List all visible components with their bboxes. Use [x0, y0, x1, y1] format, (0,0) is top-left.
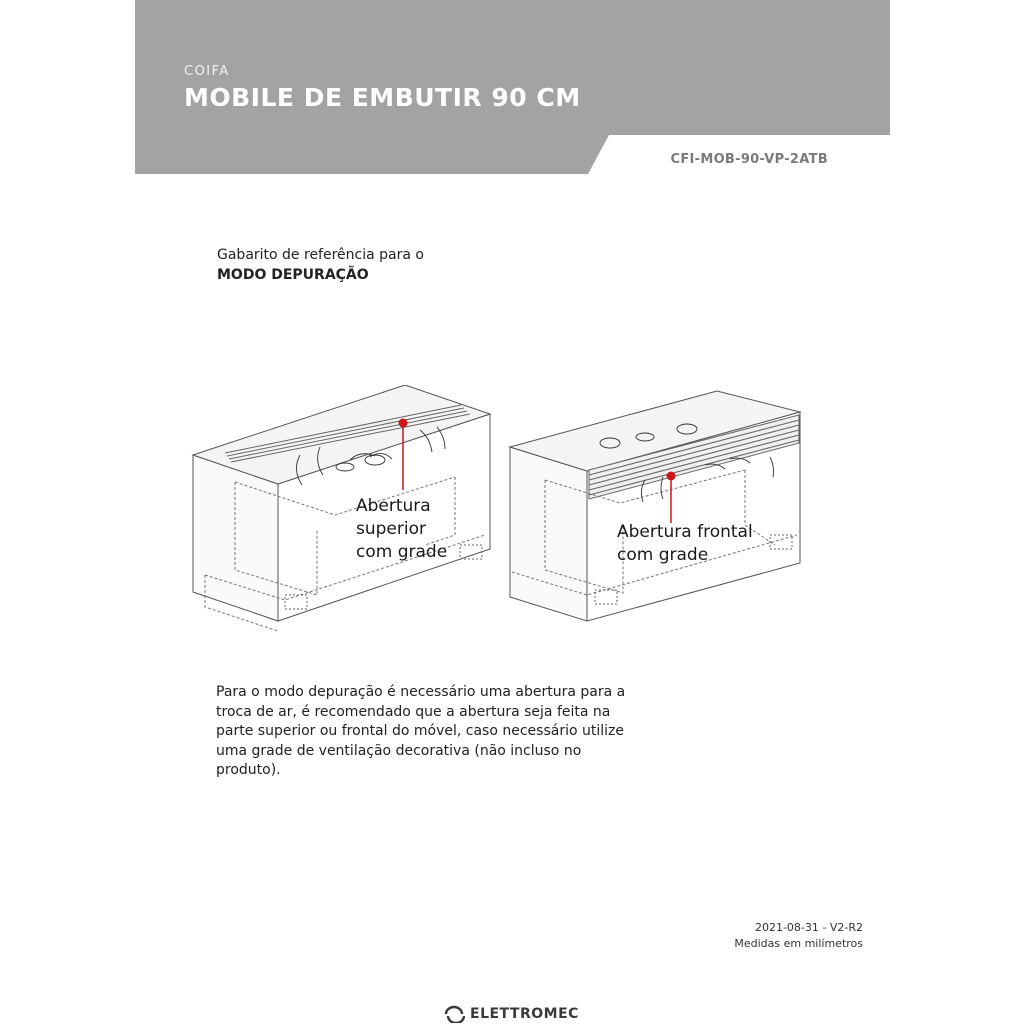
intro-mode-title: MODO DEPURAÇÃO — [217, 267, 369, 283]
product-title: MOBILE DE EMBUTIR 90 CM — [184, 83, 581, 112]
label-line: com grade — [617, 545, 709, 565]
product-category: COIFA — [184, 64, 230, 79]
top-opening-marker-dot — [399, 419, 408, 428]
label-line: com grade — [356, 542, 448, 562]
front-opening-marker-dot — [667, 472, 676, 481]
top-opening-label — [356, 495, 447, 564]
front-opening-label — [617, 521, 753, 567]
installation-diagrams — [185, 385, 825, 635]
brand-logo — [443, 1004, 579, 1024]
label-line: Abertura frontal — [617, 522, 753, 542]
intro-line: Gabarito de referência para o — [217, 247, 424, 263]
description-paragraph: Para o modo depuração é necessário uma abertura para a troca de ar, é recomendado que a abertura seja feita na parte superior ou frontal do móvel, caso necessário utilize uma grade de ventilação decorativa (não incluso no produto). — [216, 684, 626, 778]
header-banner — [135, 0, 890, 174]
product-code: CFI-MOB-90-VP-2ATB — [670, 152, 828, 167]
units-note: Medidas em milímetros — [734, 937, 863, 950]
intro-text — [217, 245, 424, 285]
document-version: 2021-08-31 - V2-R2 — [754, 921, 863, 934]
label-line: superior — [356, 519, 426, 539]
label-line: Abertura — [356, 496, 431, 516]
elettromec-logo-icon — [443, 1005, 465, 1023]
brand-name: ELETTROMEC — [470, 1006, 579, 1022]
cabinet-front-opening — [510, 391, 800, 621]
